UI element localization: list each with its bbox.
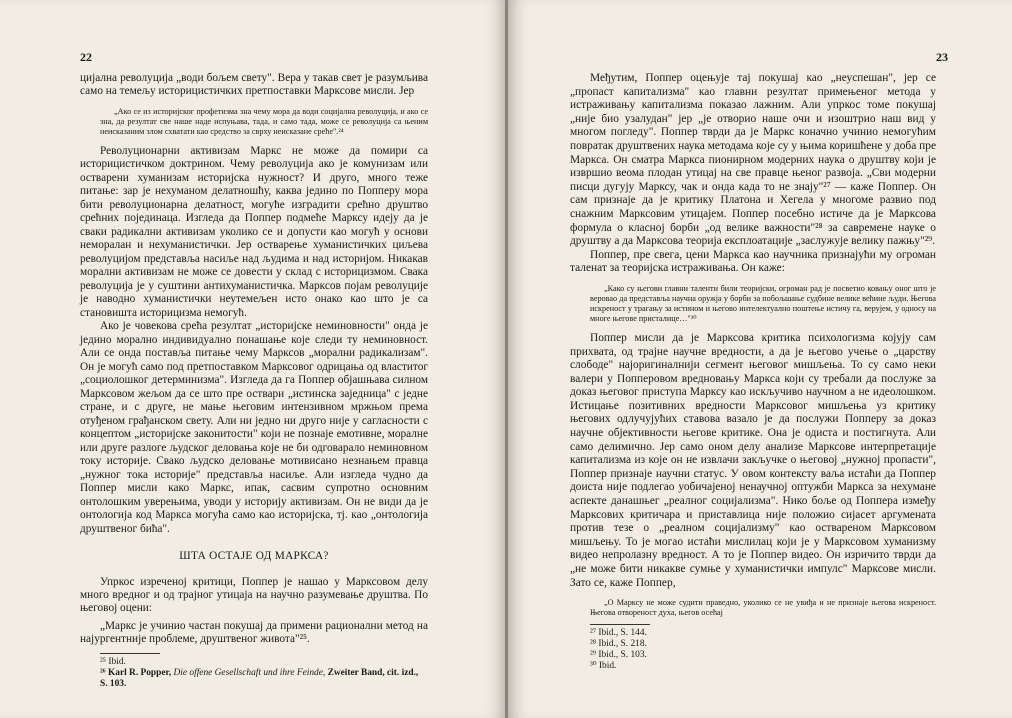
footnote: ²⁵ Ibid. xyxy=(100,656,126,667)
footnote: ²⁸ Ibid., S. 218. xyxy=(590,639,647,650)
paragraph: Револуционарни активизам Маркс не може да помири са историцистичком доктрином. Чему револуција ако је комунизам или остварени хуманизам историјска нужност? И друго, много теже питање: зар је нехуманом делатношћу, каква једино по Попперу мора бити револуционарна делатност, могуће изградити срећно друштво срећних појединаца. Изгледа да Поппер подмеће Марксу идеју да је сваки радикални активизам уколико се и допусти као могућ у основи неморалан и нехуманистички. Јер остварење хуманистичких циљева револуцијом представља насиље над људима и над историјом. Никакав морални активизам не може се довести у склад с историцизмом. Свака револуција је у суштини антихуманистичка. Марксов појам револуције је наводно хуманистички неутемељен исто онако као што је са становишта историцизма немогућ. xyxy=(80,144,428,319)
footnote-rule xyxy=(100,653,160,654)
text-column xyxy=(570,72,936,672)
footnote xyxy=(100,668,428,690)
footnote-rule xyxy=(590,624,650,625)
paragraph: Поппер, пре свега, цени Маркса као научника признајући му огроман таленат за теоријска истраживања. Он каже: xyxy=(570,248,936,275)
footnote-author: ²⁶ Karl R. Popper, xyxy=(100,667,172,678)
paragraph: Упркос изреченој критици, Поппер је нашао у Марксовом делу много вредног и од трајног утицаја на научно разумевање друштва. По његовој оцени: xyxy=(80,575,428,615)
footnote: ²⁹ Ibid., S. 103. xyxy=(590,650,647,661)
right-page xyxy=(508,0,1012,718)
footnote: ²⁷ Ibid., S. 144. xyxy=(590,628,647,639)
footnote-title: Die offene Gesellschaft und ihre Feinde, xyxy=(173,667,326,678)
paragraph: Ако је човекова срећа резултат „историјске неминовности" онда је једино морално индивидуално понашање које следи ту неминовност. Али се онда поставља питање чему Марксов „морални радикализам". Он је могућ само под претпоставком Марксовог одрицања од властитог „социолошког детерминизма". Изгледа да га Поппер објашњава силном Марксовом жељом да се што пре оствари „истинска заједница" с једне стране, и с друге, не мање његовим интензивном мржњом према отуђеном грађанском свету. Али ни једно ни друго није у сагласности с концептом „историјске законитости" који не познаје емотивне, моралне или друге разлоге људског деловања које не би одговарало неминовном току историје. Свако људско деловање мотивисано незнањем правца „нужног тока историје" представља насиље. Али изгледа чудно да Поппер мисли како Маркс, ипак, сасвим супротно основним онтолошким уверењима, уводи у историју активизам. Он не види да је онтологија код Маркса могућа само као историјска, тј. као „онтологија друштвеног бића". xyxy=(80,320,428,535)
page-number: 23 xyxy=(936,50,948,64)
text-column xyxy=(80,72,428,690)
footnote-source: Zweiter Band, cit. izd., S. 103. xyxy=(100,667,419,689)
block-quote: „Ако се из историјског профетизма зна чему мора да води социјална револуција, и ако се зна, да резултат све наше наде испуњава, тада, и само тада, може се револуција са њеним неисказаним злом схватати као средство за сврху неисказане среће".²⁴ xyxy=(100,106,428,136)
section-heading: ШТА ОСТАЈЕ ОД МАРКСА? xyxy=(179,550,329,563)
block-quote: „О Марксу не може судити праведно, уколико се не увиђа и не признаје његова искреност. Његова отвореност духа, његов осећај xyxy=(590,598,936,618)
footnote: ³⁰ Ibid. xyxy=(590,661,617,672)
paragraph: „Маркс је учинио частан покушај да примени рационални метод на најургентније проблеме, друштвеног живота"²⁵. xyxy=(80,619,428,646)
paragraph: цијална револуција „води бољем свету". Вера у такав свет је разумљива само на темељу историцистичких претпоставки Марксове мисли. Јер xyxy=(80,72,428,98)
page-number: 22 xyxy=(80,50,92,64)
block-quote: „Како су његови главни таленти били теоријски, огроман рад је посветио ковању оног што је веровао да представља научна оружја у борби за побољшање судбине велике већине људи. Његова искреност у трагању за истином и његово интелектуално поштење истичу га, верујем, у односу на многе његове присталице…"³⁰ xyxy=(590,283,936,323)
paragraph: Међутим, Поппер оцењује тај покушај као „неуспешан", јер се „пропаст капитализма" као главни резултат примењеног метода у истраживању капитализма показао лажним. Али упркос томе покушај „није био узалудан" јер „је отворио наше очи и изоштрио наш вид у многом погледу". Поппер тврди да је Маркс коначно учинио немогућим повратак друштвених наука методама које су у њима коришћене у доба пре Маркса. Он сматра Маркса пионирном модерних наука о друштву који је извршио веома плодан утицај на све правце њеног развоја. „Сви модерни писци дугују Марксу, чак и онда када то не знају"²⁷ — каже Поппер. Он сам признаје да је критику Платона и Хегела у многоме развио под снажним Марксовим утицајем. Поппер посебно истиче да је Марксова формула о класној борби „од велике важности"²⁸ за савремене науке о друштву а да Марксова теорија експлоатације „заслужује велику пажњу"²⁹. xyxy=(570,72,936,248)
paragraph: Поппер мисли да је Марксова критика психологизма којују сам прихвата, од трајне научне вредности, а да је његово учење о „царству слободе" најоригиналнији сегмент његовог мишљења. То су само неки валери у Попперовом вредновању Маркса који су требали да послуже за доказ његовог приступа Марксу као искључиво научном а не идеолошком. Истицање позитивних вредности Марксовог мишљења уз критику његових одлучујућих ставова вазало је да послужи Попперу за доказ научне објективности његове критике. Она је одиста и постигнута. Али само делимично. Јер само оном делу анализе Марксове интерпретације капитализма из које он не извлачи закључке о његовој „нужној пропасти", Поппер признаје научни статус. У овом контексту ваља истаћи да Поппер доиста није подлегао уобичајеној ненаучној оптужби Маркса за нехумане аспекте данашњег „реалног социјализма". Нико боље од Поппера између Марксових критичара и приставлица није положио сијасет аргумената против тезе о „реалном социјализму" као оствареном Марксовом мишљењу. То је могао истаћи мислилац који је у Марксовом хуманизму видео непролазну вредност. А то је Поппер видео. Он изричито тврди да „не може бити никакве сумње у хуманистички импулс" Марксове мисли. Зато се, каже Поппер, xyxy=(570,331,936,589)
